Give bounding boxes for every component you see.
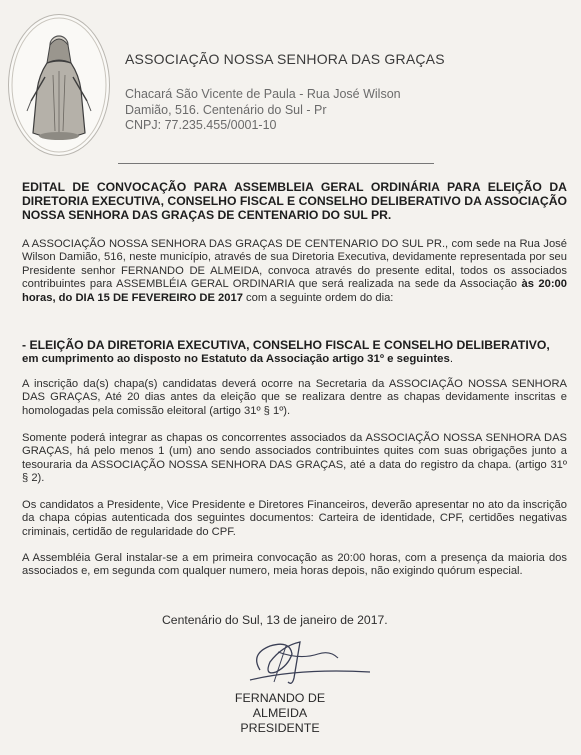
agenda-end: . xyxy=(449,353,453,365)
intro-text-a: A ASSOCIAÇÃO NOSSA SENHORA DAS GRAÇAS DE CENTENARIO DO SUL PR., com sede na Rua José Wilson Damião, 516, neste município, através de sua Diretoria Executiva, devidamente representada por seu Presidente senhor FERNANDO DE ALMEIDA, convoca através do presente edital, todos os associados contribuintes para ASSEMBLÉIA GERAL ORDINARIA que será realizada na sede da Associação xyxy=(22,238,567,291)
place-and-date: Centenário do Sul, 13 de janeiro de 2017. xyxy=(162,613,388,627)
header-divider xyxy=(118,163,434,164)
intro-paragraph xyxy=(22,238,567,305)
madonna-figure-icon xyxy=(9,15,109,155)
organization-address xyxy=(125,87,445,134)
document-title: EDITAL DE CONVOCAÇÃO PARA ASSEMBLEIA GERAL ORDINÁRIA PARA ELEIÇÃO DA DIRETORIA EXECUTIVA, CONSELHO FISCAL E CONSELHO DELIBERATIVO DA ASSOCIAÇÃO NOSSA SENHORA DAS GRAÇAS DE CENTENARIO DO SUL PR. xyxy=(22,180,567,222)
signature-block xyxy=(210,691,350,736)
signer-role: PRESIDENTE xyxy=(240,721,320,735)
address-line-1: Chacará São Vicente de Paula - Rua José Wilson xyxy=(125,87,401,101)
madonna-logo-icon xyxy=(8,14,110,156)
quorum-paragraph: A Assembléia Geral instalar-se a em primeira convocação as 20:00 horas, com a presença da maioria dos associados e, em segunda com qualquer numero, meia horas depois, não exigindo quórum especial. xyxy=(22,552,567,578)
registration-paragraph: A inscrição da(s) chapa(s) candidatas deverá ocorre na Secretaria da ASSOCIAÇÃO NOSSA SENHORA DAS GRAÇAS, Até 20 dias antes da eleição que se realizara dentre as chapas devidamente inscritas e homologadas pela comissão eleitoral (artigo 31º § 1º). xyxy=(22,378,567,417)
eligibility-paragraph: Somente poderá integrar as chapas os concorrentes associados da ASSOCIAÇÃO NOSSA SENHORA DAS GRAÇAS, há pelo menos 1 (um) ano sendo associados contribuintes quites com suas obrigações junto a tesouraria da ASSOCIAÇÃO NOSSA SENHORA DAS GRAÇAS, até a data do registro da chapa. (artigo 31º § 2). xyxy=(22,432,567,485)
agenda-main: - ELEIÇÃO DA DIRETORIA EXECUTIVA, CONSELHO FISCAL E CONSELHO DELIBERATIVO, xyxy=(22,338,550,352)
meeting-time: às 20:00 horas, do DIA 15 DE FEVEREIRO DE 2017 xyxy=(22,278,567,304)
documents-paragraph: Os candidatos a Presidente, Vice Presidente e Diretores Financeiros, deverão apresentar no ato da inscrição da chapa cópias autenticada dos seguintes documentos: Carteira de identidade, CPF, certidões negativas criminais, certidão de regularidade do CPF. xyxy=(22,499,567,538)
handwritten-signature xyxy=(230,632,380,688)
organization-name: ASSOCIAÇÃO NOSSA SENHORA DAS GRAÇAS xyxy=(125,51,445,67)
cnpj-number: CNPJ: 77.235.455/0001-10 xyxy=(125,118,277,132)
agenda-sub: em cumprimento ao disposto no Estatuto da Associação artigo 31º e seguintes xyxy=(22,353,450,365)
address-line-2: Damião, 516. Centenário do Sul - Pr xyxy=(125,102,327,117)
intro-text-b: com a seguinte ordem do dia: xyxy=(242,291,394,304)
signer-name: FERNANDO DE ALMEIDA xyxy=(234,691,326,720)
agenda-item xyxy=(22,338,567,366)
signature-icon xyxy=(230,632,380,688)
